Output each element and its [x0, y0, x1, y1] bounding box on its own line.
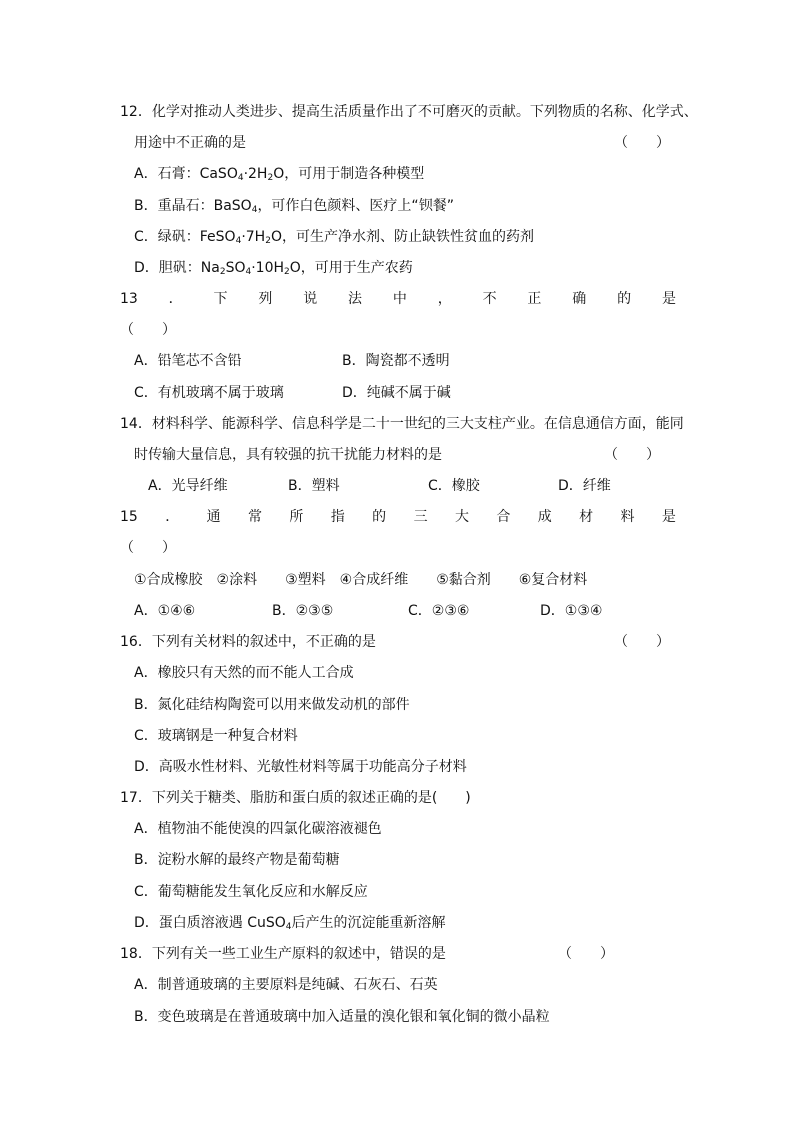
- q17-stem: 17．下列关于糖类、脂肪和蛋白质的叙述正确的是( ): [120, 790, 471, 806]
- q12-option-d: D．胆矾：$Na_2SO_4\cdot 10H_2O$，可用于生产农药: [134, 260, 413, 277]
- q14-stem-line2: 时传输大量信息，具有较强的抗干扰能力材料的是: [134, 447, 442, 463]
- q18-option-b: B．变色玻璃是在普通玻璃中加入适量的溴化银和氧化铜的微小晶粒: [134, 1009, 550, 1025]
- q12-option-c: C．绿矾：$FeSO_4\cdot 7H_2O$，可生产净水剂、防止缺铁性贫血的药剂: [134, 229, 534, 246]
- q16-option-d: D．高吸水性材料、光敏性材料等属于功能高分子材料: [134, 759, 467, 775]
- q13-stem: 13 ． 下 列 说 法 中 ， 不 正 确 的 是: [120, 291, 676, 307]
- q16-option-b: B．氮化硅结构陶瓷可以用来做发动机的部件: [134, 697, 410, 713]
- q15-option-a: A．①④⑥: [134, 603, 196, 619]
- q17-option-a: A．植物油不能使溴的四氯化碳溶液褪色: [134, 821, 382, 837]
- q13-option-a: A．铅笔芯不含铅: [134, 353, 242, 369]
- q15-answer-blank: （ ）: [120, 540, 176, 556]
- q14-option-c: C．橡胶: [428, 478, 480, 494]
- q14-option-a: A．光导纤维: [148, 478, 228, 494]
- q17-option-c: C．葡萄糖能发生氧化反应和水解反应: [134, 884, 368, 900]
- q13-option-c: C．有机玻璃不属于玻璃: [134, 385, 284, 401]
- q14-stem-line1: 14．材料科学、能源科学、信息科学是二十一世纪的三大支柱产业。在信息通信方面，能同: [120, 416, 684, 432]
- q13-option-d: D．纯碱不属于碱: [342, 385, 451, 401]
- q12-option-b: B．重晶石：BaSO$_4$，可作白色颜料、医疗上“钡餐”: [134, 198, 454, 215]
- q13-answer-blank: （ ）: [120, 322, 176, 338]
- q15-item-list: ①合成橡胶 ②涂料 ③塑料 ④合成纤维 ⑤黏合剂 ⑥复合材料: [134, 572, 588, 588]
- q18-answer-blank: （ ）: [558, 946, 614, 962]
- q16-stem: 16．下列有关材料的叙述中，不正确的是: [120, 634, 376, 650]
- q18-stem: 18．下列有关一些工业生产原料的叙述中，错误的是: [120, 946, 446, 962]
- q14-option-d: D．纤维: [558, 478, 611, 494]
- q16-answer-blank: （ ）: [614, 634, 670, 650]
- q12-stem-line2: 用途中不正确的是: [134, 135, 246, 151]
- q14-option-b: B．塑料: [288, 478, 340, 494]
- q17-option-b: B．淀粉水解的最终产物是葡萄糖: [134, 852, 340, 868]
- q12-stem-line1: 12．化学对推动人类进步、提高生活质量作出了不可磨灭的贡献。下列物质的名称、化学式、: [120, 104, 698, 120]
- q13-option-b: B．陶瓷都不透明: [342, 353, 450, 369]
- q14-answer-blank: （ ）: [604, 447, 660, 463]
- q16-option-c: C．玻璃钢是一种复合材料: [134, 728, 298, 744]
- q12-answer-blank: （ ）: [614, 135, 670, 151]
- q17-option-d: D．蛋白质溶液遇 CuSO$_4$后产生的沉淀能重新溶解: [134, 915, 446, 932]
- q12-option-a: A．石膏：$CaSO_4\cdot 2H_2O$，可用于制造各种模型: [134, 166, 425, 183]
- q15-option-d: D．①③④: [540, 603, 603, 619]
- q15-option-c: C．②③⑥: [408, 603, 470, 619]
- q16-option-a: A．橡胶只有天然的而不能人工合成: [134, 665, 354, 681]
- q15-option-b: B．②③⑤: [272, 603, 334, 619]
- q15-stem: 15 ． 通 常 所 指 的 三 大 合 成 材 料 是: [120, 509, 676, 525]
- q18-option-a: A．制普通玻璃的主要原料是纯碱、石灰石、石英: [134, 977, 438, 993]
